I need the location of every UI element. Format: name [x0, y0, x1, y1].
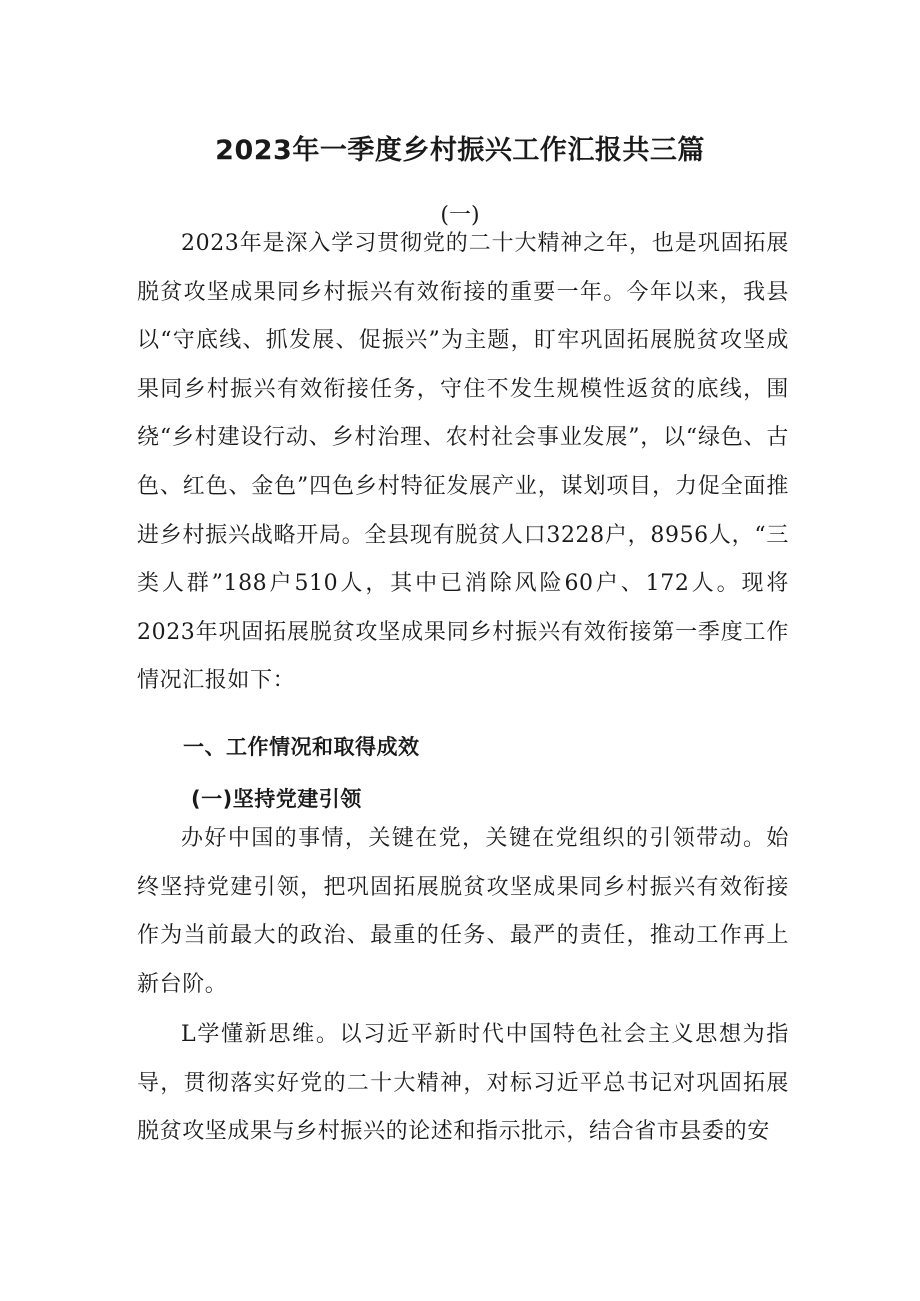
body-paragraph: L学懂新思维。以习近平新时代中国特色社会主义思想为指导，贯彻落实好党的二十大精神，对标习近平总书记对巩固拓展脱贫攻坚成果与乡村振兴的论述和指示批示，结合省市县委的安 [137, 1022, 789, 1145]
document-title: 2023年一季度乡村振兴工作汇报共三篇 [215, 135, 705, 166]
section-heading: 一、工作情况和取得成效 [183, 735, 420, 759]
body-paragraph: 办好中国的事情，关键在党，关键在党组织的引领带动。始终坚持党建引领，把巩固拓展脱贫攻坚成果同乡村振兴有效衔接作为当前最大的政治、最重的任务、最严的责任，推动工作再上新台阶。 [137, 826, 789, 997]
subsection-heading: (一)坚持党建引领 [191, 787, 362, 811]
part-label: (一) [440, 203, 480, 228]
intro-paragraph: 2023年是深入学习贯彻党的二十大精神之年，也是巩固拓展脱贫攻坚成果同乡村振兴有效衔接的重要一年。今年以来，我县以“守底线、抓发展、促振兴”为主题，盯牢巩固拓展脱贫攻坚成果同乡村振兴有效衔接任务，守住不发生规模性返贫的底线，围绕“乡村建设行动、乡村治理、农村社会事业发展”，以“绿色、古色、红色、金色”四色乡村特征发展产业，谋划项目，力促全面推进乡村振兴战略开局。全县现有脱贫人口3228户，8956人，“三类人群”188户510人，其中已消除风险60户、172人。现将2023年巩固拓展脱贫攻坚成果同乡村振兴有效衔接第一季度工作情况汇报如下： [137, 231, 789, 694]
